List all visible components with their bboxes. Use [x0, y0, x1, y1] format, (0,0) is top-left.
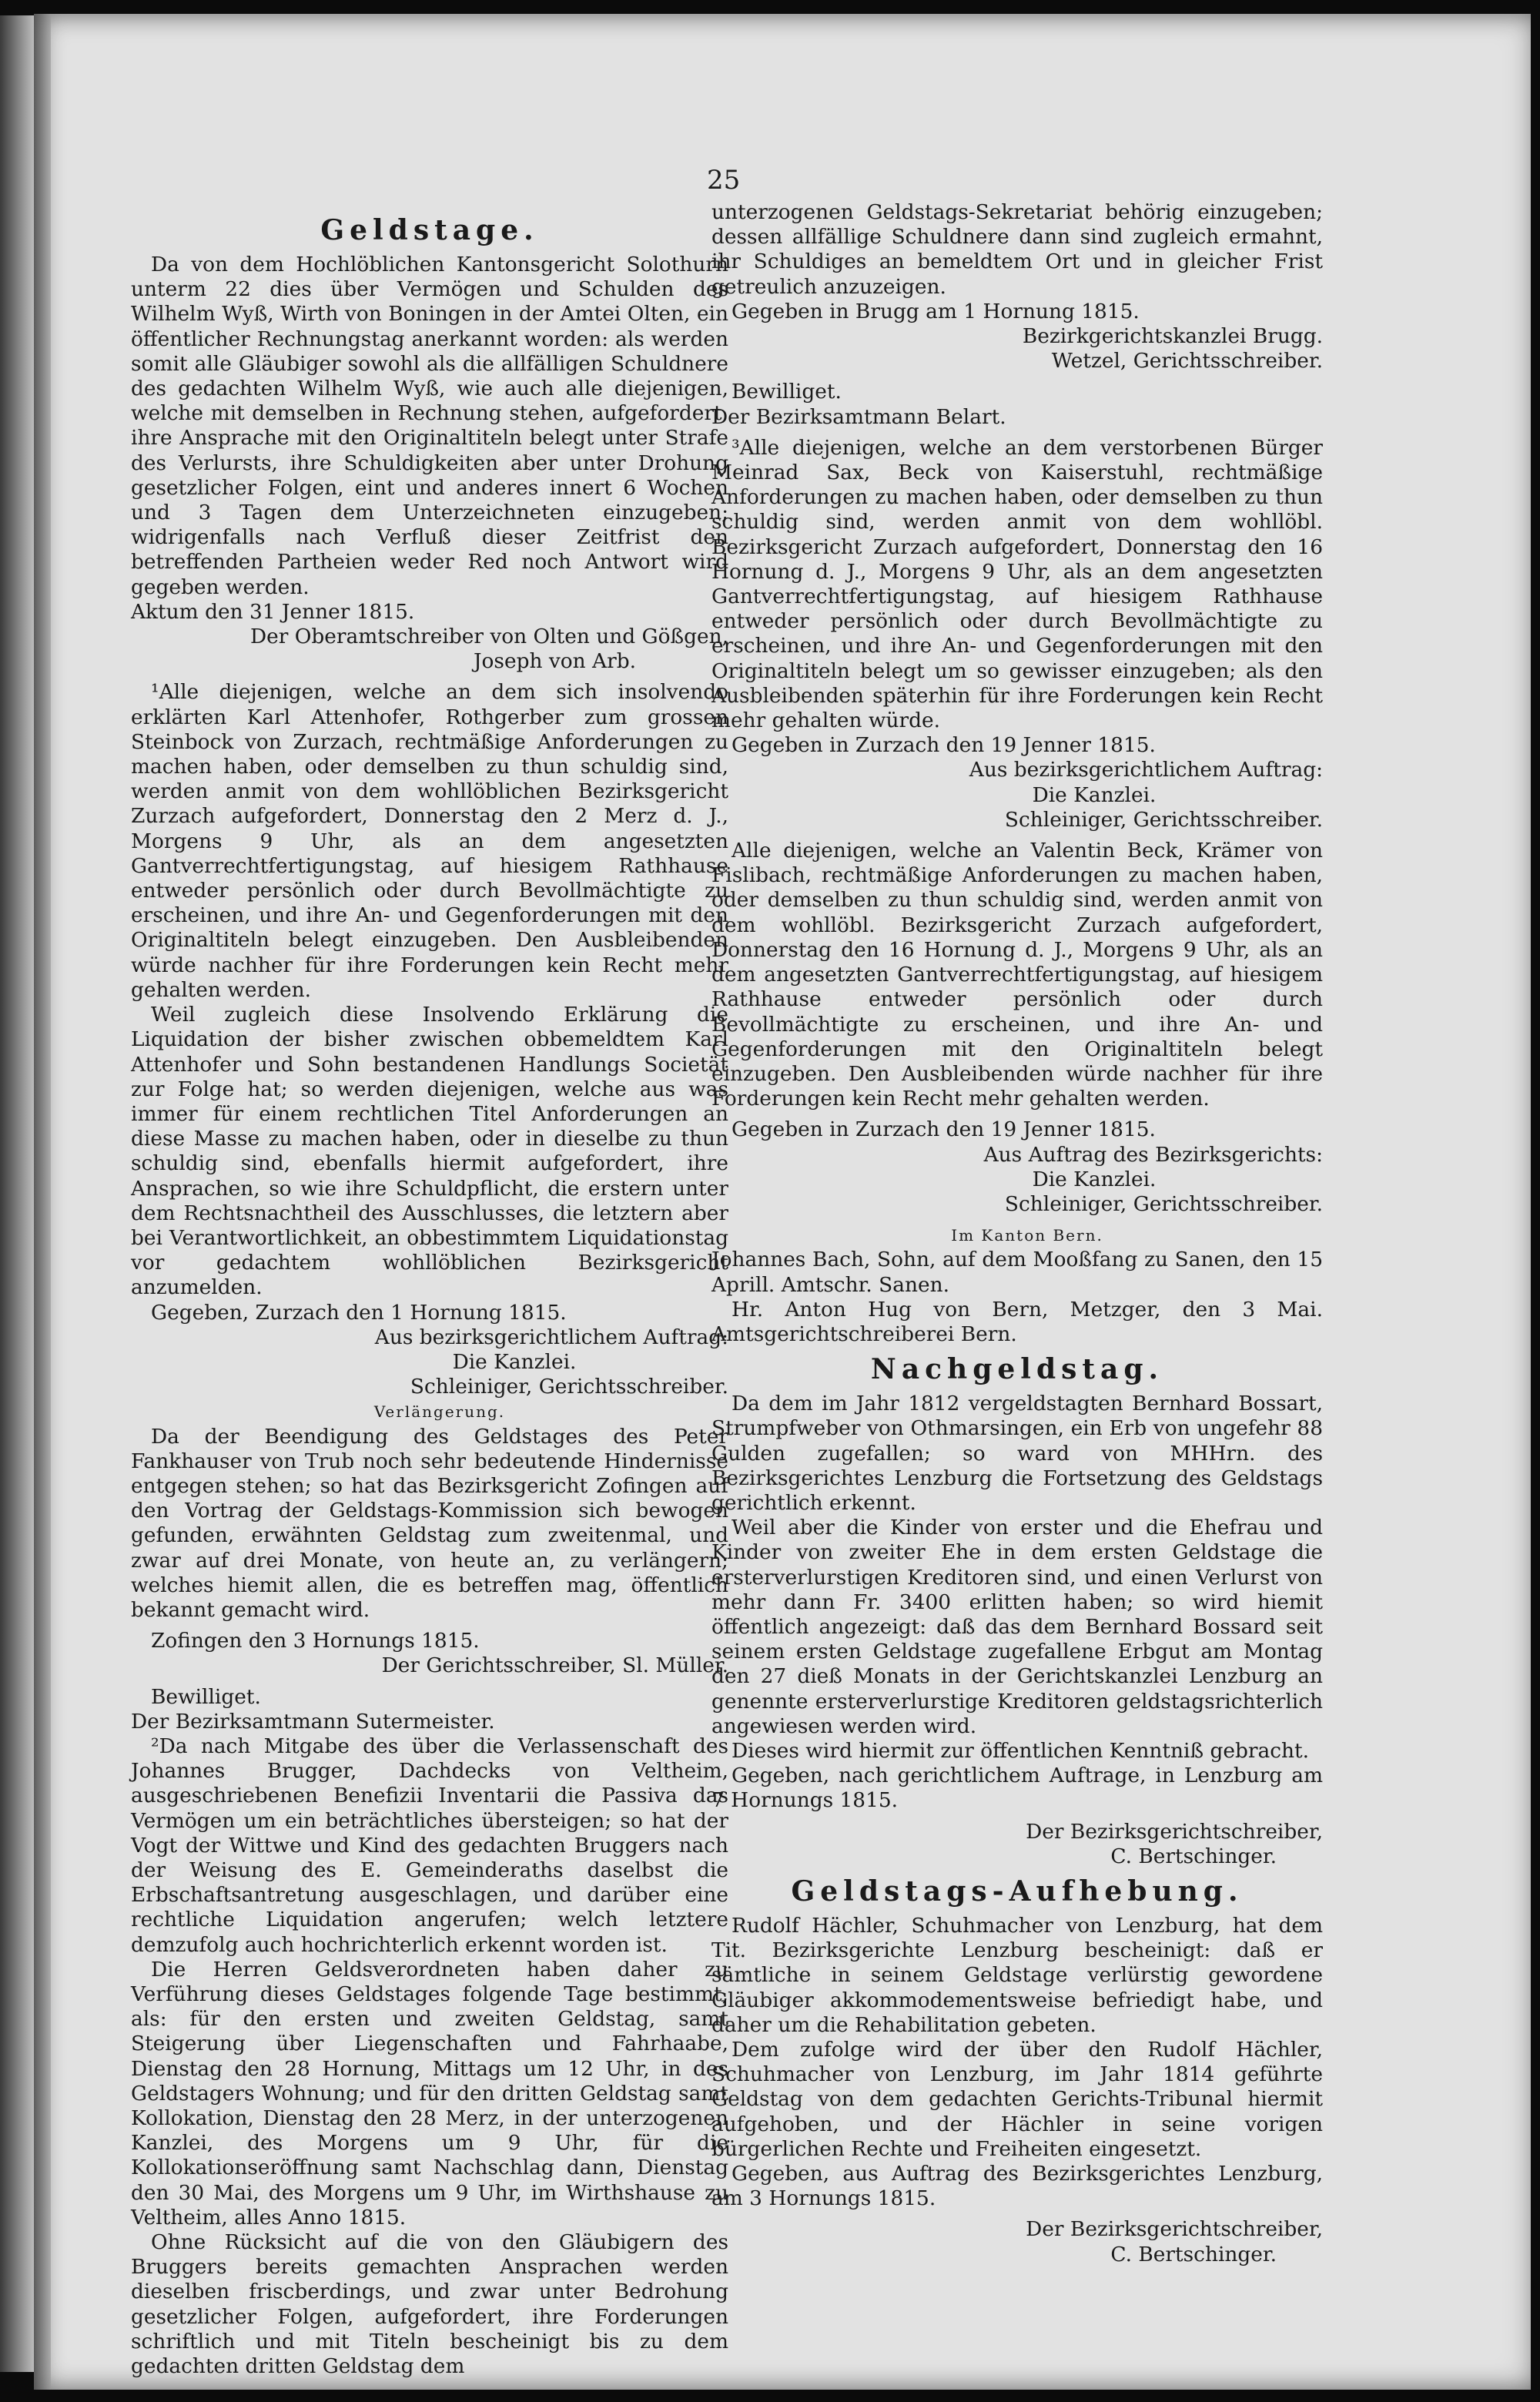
bern-entry-bach: Johannes Bach, Sohn, auf dem Mooßfang zu Sanen, den 15 Aprill. Amtschr. Sanen.: [711, 1248, 1323, 1297]
notice-beck-sign3: Schleiniger, Gerichtsschreiber.: [1004, 1191, 1323, 1216]
heading-aufhebung: Geldstags-Aufhebung.: [791, 1875, 1244, 1908]
notice-brugger-official: Der Bezirksamtmann Belart.: [711, 404, 1006, 429]
notice-haechler-date: Gegeben, aus Auftrag des Bezirksgerichtes Lenzburg, am 3 Hornungs 1815.: [711, 2162, 1323, 2211]
notice-sax-date: Gegeben in Zurzach den 19 Jenner 1815.: [732, 733, 1156, 758]
notice-fankhauser-date: Zofingen den 3 Hornungs 1815.: [151, 1629, 480, 1653]
notice-haechler-sign1: Der Bezirksgerichtschreiber,: [1026, 2217, 1323, 2242]
notice-fankhauser-approved: Bewilliget.: [151, 1684, 261, 1709]
notice-bossart-body2: Weil aber die Kinder von erster und die Ehefrau und Kinder von zweiter Ehe in dem ersten Geldstage die ersterverlurstigen Kreditoren sind, und einen Verlurst von mehr dann Fr. 3400 erlitten haben; so wird hiemit öffentlich angezeigt: daß das dem Bernhard Bossard seit seinem ersten Geldstage zugefallene Erbgut am Montag den 27 dieß Monats in der Gerichtskanzlei Lenzburg an genennte ersterverlurstige Kreditoren geldstagsrichterlich angewiesen werden wird.: [711, 1516, 1323, 1738]
notice-extension-label: Verlängerung.: [373, 1402, 506, 1422]
notice-bossart-body: Da dem im Jahr 1812 vergeldstagten Bernhard Bossart, Strumpfweber von Othmarsingen, ein Erb von ungefehr 88 Gulden zugefallen; so ward von MHHrn. des Bezirksgerichtes Lenzburg die Fortsetzung des Geldstags gerichtlich erkennt.: [711, 1392, 1323, 1515]
notice-attenhofer-sign3: Schleiniger, Gerichtsschreiber.: [410, 1375, 728, 1399]
notice-sax-body: ³Alle diejenigen, welche an dem verstorbenen Bürger Meinrad Sax, Beck von Kaiserstuhl, rechtmäßige Anforderungen zu machen haben, oder demselben zu thun schuldig sind, werden anmit von dem wohllöbl. Bezirksgericht Zurzach aufgefordert, Donnerstag den 16 Hornung d. J., Morgens 9 Uhr, als an dem angesetzten Gantverrechtfertigungstag, auf hiesigem Rathhause entweder persönlich oder durch Bevollmächtigte zu erscheinen, und ihre An- und Gegenforderungen mit den Originaltiteln belegt um so gewisser einzugeben; als den Ausbleibenden späterhin für ihre Forderungen kein Recht mehr gehalten würde.: [711, 435, 1323, 733]
notice-sax-sign3: Schleiniger, Gerichtsschreiber.: [1004, 807, 1323, 832]
notice-bossart-sign2: C. Bertschinger.: [1110, 1844, 1277, 1868]
notice-bossart-sign1: Der Bezirksgerichtschreiber,: [1026, 1819, 1323, 1844]
notice-attenhofer-date: Gegeben, Zurzach den 1 Hornung 1815.: [151, 1300, 567, 1325]
heading-geldstage: Geldstage.: [320, 214, 539, 246]
notice-attenhofer-sign2: Die Kanzlei.: [452, 1349, 577, 1374]
notice-attenhofer-body2: Weil zugleich diese Insolvendo Erklärung die Liquidation der bisher zwischen obbemeldtem Karl Attenhofer und Sohn bestandenen Handlungs Societät zur Folge hat; so werden diejenigen, welche aus was immer für einem rechtlichen Titel Anforderungen an diese Masse zu machen haben, oder in dieselbe zu thun schuldig sind, ebenfalls hiermit aufgefordert, ihre Ansprachen, so wie ihre Schuldpflicht, die erstern unter dem Rechtsnachtheil des Ausschlusses, die letztern aber bei Verantwortlichkeit, an obbestimmtem Liquidationstag vor gedachtem wohllöblichen Bezirksgericht anzumelden.: [131, 1003, 728, 1300]
notice-haechler-body2: Dem zufolge wird der über den Rudolf Hächler, Schuhmacher von Lenzburg, im Jahr 1814 geführte Geldstag von dem gedachten Gerichts-Tribunal hiermit aufgehoben, und der Hächler in seine vorigen bürgerlichen Rechte und Freiheiten eingesetzt.: [711, 2038, 1323, 2161]
notice-haechler-sign2: C. Bertschinger.: [1110, 2242, 1277, 2266]
notice-haechler-body: Rudolf Hächler, Schuhmacher von Lenzburg, hat dem Tit. Bezirksgerichte Lenzburg bescheinigt: daß er sämtliche in seinem Geldstage verlürstig gewordene Gläubiger akkommodementsweise befriedigt habe, und daher um die Rehabilitation gebeten.: [711, 1914, 1323, 2037]
notice-brugger-approved: Bewilliget.: [732, 380, 842, 404]
notice-attenhofer-body: ¹Alle diejenigen, welche an dem sich insolvendo erklärten Karl Attenhofer, Rothgerber zum grossen Steinbock von Zurzach, rechtmäßige Anforderungen zu machen haben, oder demselben zu thun schuldig sind, werden anmit von dem wohllöblichen Bezirksgericht Zurzach aufgefordert, Donnerstag den 2 Merz d. J., Morgens 9 Uhr, als an dem angesetzten Gantverrechtfertigungstag, auf hiesigem Rathhause entweder persönlich oder durch Bevollmächtigte zu erscheinen, und ihre An- und Gegenforderungen mit den Originaltiteln belegt einzugeben. Den Ausbleibenden würde nachher für ihre Forderungen kein Recht mehr gehalten werden.: [131, 680, 728, 1002]
left-column: [131, 208, 728, 2379]
bern-entry-hug: Hr. Anton Hug von Bern, Metzger, den 3 Mai. Amtsgerichtschreiberei Bern.: [711, 1297, 1323, 1346]
canton-bern-label: Im Kanton Bern.: [951, 1226, 1103, 1245]
notice-fankhauser-sign: Der Gerichtsschreiber, Sl. Müller.: [381, 1653, 728, 1678]
notice-fankhauser-body: Da der Beendigung des Geldstages des Peter Fankhauser von Trub noch sehr bedeutende Hindernisse entgegen stehen; so hat das Bezirksgericht Zofingen auf den Vortrag der Geldstags-Kommission sich bewogen gefunden, erwähnten Geldstag zum zweitenmal, und zwar auf drei Monate, von heute an, zu verlängern; welches hiemit allen, die es betreffen mag, öffentlich bekannt gemacht wird.: [131, 1424, 728, 1622]
newspaper-page: [34, 14, 1531, 2390]
notice-attenhofer-sign1: Aus bezirksgerichtlichem Auftrag:: [374, 1325, 728, 1349]
notice-bossart-body3: Dieses wird hiermit zur öffentlichen Kenntniß gebracht.: [732, 1738, 1309, 1763]
notice-brugger-sign2: Wetzel, Gerichtsschreiber.: [1051, 349, 1323, 374]
notice-brugger-body3: Ohne Rücksicht auf die von den Gläubigern des Bruggers bereits gemachten Ansprachen werden dieselben friscberdings, und zwar unter Bedrohung gesetzlicher Folgen, aufgefordert, ihre Forderungen schriftlich und mit Titeln bescheinigt bis zu dem gedachten dritten Geldstag dem: [131, 2230, 728, 2379]
notice-wyss-signer: Joseph von Arb.: [473, 649, 636, 674]
notice-fankhauser-official: Der Bezirksamtmann Sutermeister.: [131, 1709, 495, 1734]
page-number: 25: [707, 165, 741, 196]
right-column: [711, 200, 1323, 2267]
previous-page-edge: [0, 15, 34, 2372]
notice-wyss-body: Da von dem Hochlöblichen Kantonsgericht Solothurn unterm 22 dies über Vermögen und Schulden des Wilhelm Wyß, Wirth von Boningen in der Amtei Olten, ein öffentlicher Rechnungstag anerkannt worden: als werden somit alle Gläubiger sowohl als die allfälligen Schuldnere des gedachten Wilhelm Wyß, wie auch alle diejenigen, welche mit demselben in Rechnung stehen, aufgefordert, ihre Ansprache mit den Originaltiteln belegt unter Strafe des Verlursts, ihre Schuldigkeiten aber unter Drohung gesetzlicher Folgen, eint und anderes innert 6 Wochen und 3 Tagen dem Unterzeichneten einzugeben; widrigenfalls nach Verfluß dieser Zeitfrist den betreffenden Partheien weder Red noch Antwort wird gegeben werden.: [131, 253, 728, 599]
heading-nachgeldstag: Nachgeldstag.: [870, 1353, 1164, 1386]
notice-beck-sign2: Die Kanzlei.: [1032, 1167, 1157, 1191]
page-spine-shadow: [34, 14, 51, 2390]
notice-bossart-date: Gegeben, nach gerichtlichem Auftrage, in Lenzburg am 7 Hornungs 1815.: [711, 1764, 1323, 1813]
notice-wyss-date: Aktum den 31 Jenner 1815.: [131, 599, 415, 624]
notice-brugger-body: ²Da nach Mitgabe des über die Verlassenschaft des Johannes Brugger, Dachdecks von Veltheim, ausgeschriebenen Benefizii Inventarii die Passiva das Vermögen um ein beträchtliches übersteigen; so hat der Vogt der Wittwe und Kind des gedachten Bruggers nach der Weisung des E. Gemeinderaths daselbst die Erbschaftsantretung ausgeschlagen, und darüber eine rechtliche Liquidation angerufen; welch letztere demzufolg auch hochrichterlich erkennt worden ist.: [131, 1734, 728, 1957]
notice-sax-sign1: Aus bezirksgerichtlichem Auftrag:: [969, 758, 1323, 782]
notice-sax-sign2: Die Kanzlei.: [1032, 782, 1157, 807]
notice-brugger-date: Gegeben in Brugg am 1 Hornung 1815.: [732, 299, 1140, 323]
notice-wyss-signature: Der Oberamtschreiber von Olten und Gößgen,: [249, 625, 728, 649]
notice-brugger-body2: Die Herren Geldsverordneten haben daher zu Verführung dieses Geldstages folgende Tage bestimmt, als: für den ersten und zweiten Geldstag, samt Steigerung über Liegenschaften und Fahrhaabe, Dienstag den 28 Hornung, Mittags um 12 Uhr, in des Geldstagers Wohnung; und für den dritten Geldstag samt Kollokation, Dienstag den 28 Merz, in der unterzogenen Kanzlei, des Morgens um 9 Uhr, für die Kollokationseröffnung samt Nachschlag dann, Dienstag den 30 Mai, des Morgens um 9 Uhr, im Wirthshause zu Veltheim, alles Anno 1815.: [131, 1957, 728, 2229]
notice-brugger-continuation: unterzogenen Geldstags-Sekretariat behörig einzugeben; dessen allfällige Schuldnere dann sind zugleich ermahnt, ihr Schuldiges an bemeldtem Ort und in gleicher Frist getreulich anzuzeigen.: [711, 200, 1323, 299]
notice-beck-date: Gegeben in Zurzach den 19 Jenner 1815.: [732, 1117, 1156, 1142]
notice-beck-body: Alle diejenigen, welche an Valentin Beck, Krämer von Fislibach, rechtmäßige Anforderungen zu machen haben, oder demselben zu thun schuldig sind, werden anmit von dem wohllöbl. Bezirksgericht Zurzach aufgefordert, Donnerstag den 16 Hornung d. J., Morgens 9 Uhr, als an dem angesetzten Gantverrechtfertigungstag, auf hiesigem Rathhause entweder persönlich oder durch Bevollmächtigte zu erscheinen, und ihre An- und Gegenforderungen mit den Originaltiteln belegt einzugeben. Den Ausbleibenden würde nachher für ihre Forderungen kein Recht mehr gehalten werden.: [711, 839, 1323, 1111]
notice-brugger-sign1: Bezirkgerichtskanzlei Brugg.: [1022, 324, 1323, 349]
notice-beck-sign1: Aus Auftrag des Bezirksgerichts:: [983, 1142, 1323, 1167]
